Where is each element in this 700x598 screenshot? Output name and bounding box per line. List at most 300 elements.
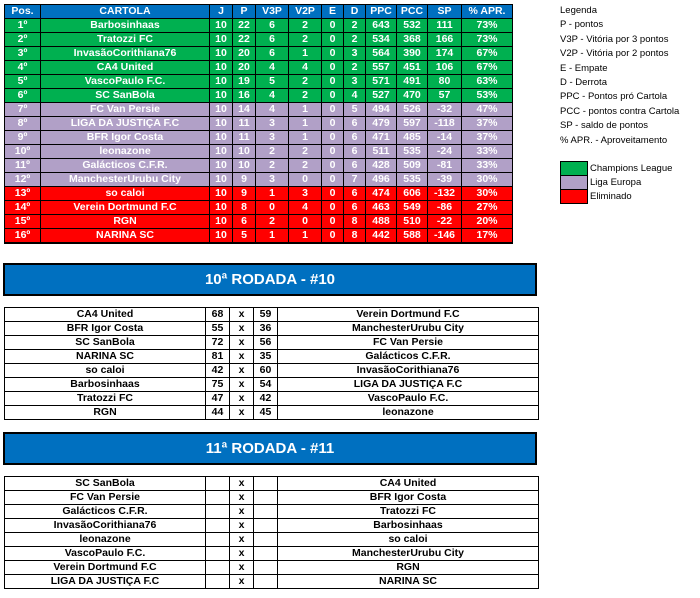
away-team: InvasãoCorithiana76 — [278, 364, 539, 378]
cell-apr: 53% — [462, 89, 513, 103]
cell-v3p: 1 — [256, 229, 289, 244]
cell-pcc: 549 — [397, 201, 428, 215]
away-team: ManchesterUrubu City — [278, 547, 539, 561]
home-team: Verein Dortmund F.C — [5, 561, 206, 575]
cell-e: 0 — [322, 215, 344, 229]
cell-e: 0 — [322, 89, 344, 103]
away-team: CA4 United — [278, 477, 539, 491]
match-row — [5, 547, 539, 561]
cell-d: 2 — [344, 19, 366, 33]
header-e: E — [322, 5, 344, 19]
cell-pos: 9º — [5, 131, 41, 145]
cell-pos: 5º — [5, 75, 41, 89]
legend-item: E - Empate — [560, 62, 608, 74]
cell-pos: 10º — [5, 145, 41, 159]
cell-sp: 166 — [428, 33, 462, 47]
cell-v2p: 4 — [289, 201, 322, 215]
home-score: 81 — [206, 350, 230, 364]
away-team: Verein Dortmund F.C — [278, 308, 539, 322]
cell-j: 10 — [210, 187, 233, 201]
cell-d: 7 — [344, 173, 366, 187]
cell-ppc: 557 — [366, 61, 397, 75]
cell-e: 0 — [322, 131, 344, 145]
home-score — [206, 477, 230, 491]
cell-v2p: 1 — [289, 131, 322, 145]
cell-d: 8 — [344, 215, 366, 229]
cell-cartola: so caloi — [41, 187, 210, 201]
cell-e: 0 — [322, 61, 344, 75]
cell-v3p: 4 — [256, 103, 289, 117]
cell-v2p: 2 — [289, 145, 322, 159]
cell-e: 0 — [322, 19, 344, 33]
cell-pcc: 532 — [397, 19, 428, 33]
cell-sp: -132 — [428, 187, 462, 201]
cell-ppc: 474 — [366, 187, 397, 201]
versus-separator: x — [230, 392, 254, 406]
cell-p: 11 — [233, 117, 256, 131]
cell-cartola: FC Van Persie — [41, 103, 210, 117]
away-score — [254, 547, 278, 561]
cell-sp: 57 — [428, 89, 462, 103]
header-pcc: PCC — [397, 5, 428, 19]
cell-e: 0 — [322, 103, 344, 117]
cell-d: 6 — [344, 201, 366, 215]
home-score — [206, 505, 230, 519]
cell-v2p: 1 — [289, 103, 322, 117]
cell-d: 3 — [344, 75, 366, 89]
cell-pcc: 470 — [397, 89, 428, 103]
cell-pcc: 509 — [397, 159, 428, 173]
home-score — [206, 491, 230, 505]
home-team: SC SanBola — [5, 336, 206, 350]
cell-apr: 30% — [462, 173, 513, 187]
cell-d: 8 — [344, 229, 366, 244]
cell-ppc: 463 — [366, 201, 397, 215]
zone-swatch — [561, 176, 588, 190]
standings-row — [5, 145, 513, 159]
cell-j: 10 — [210, 117, 233, 131]
cell-ppc: 511 — [366, 145, 397, 159]
home-score: 42 — [206, 364, 230, 378]
away-team: leonazone — [278, 406, 539, 420]
cell-ppc: 643 — [366, 19, 397, 33]
home-team: NARINA SC — [5, 350, 206, 364]
cell-pos: 13º — [5, 187, 41, 201]
cell-p: 19 — [233, 75, 256, 89]
cell-e: 0 — [322, 75, 344, 89]
cell-pos: 15º — [5, 215, 41, 229]
away-score — [254, 575, 278, 589]
standings-row — [5, 103, 513, 117]
match-row — [5, 477, 539, 491]
versus-separator: x — [230, 491, 254, 505]
standings-row — [5, 47, 513, 61]
zone-label: Eliminado — [590, 191, 632, 202]
legend-title: Legenda — [560, 5, 597, 16]
away-score: 60 — [254, 364, 278, 378]
standings-row — [5, 19, 513, 33]
home-team: so caloi — [5, 364, 206, 378]
cell-pcc: 485 — [397, 131, 428, 145]
cell-p: 10 — [233, 145, 256, 159]
cell-d: 4 — [344, 89, 366, 103]
away-score: 56 — [254, 336, 278, 350]
home-team: RGN — [5, 406, 206, 420]
legend-item: SP - saldo de pontos — [560, 120, 649, 132]
cell-ppc: 428 — [366, 159, 397, 173]
standings-row — [5, 75, 513, 89]
away-team: NARINA SC — [278, 575, 539, 589]
versus-separator: x — [230, 336, 254, 350]
cell-pos: 8º — [5, 117, 41, 131]
cell-cartola: Tratozzi FC — [41, 33, 210, 47]
header-d: D — [344, 5, 366, 19]
header-apr: % APR. — [462, 5, 513, 19]
cell-sp: -39 — [428, 173, 462, 187]
standings-row — [5, 159, 513, 173]
away-score: 42 — [254, 392, 278, 406]
standings-row — [5, 131, 513, 145]
cell-ppc: 442 — [366, 229, 397, 244]
match-row — [5, 491, 539, 505]
cell-v3p: 6 — [256, 47, 289, 61]
versus-separator: x — [230, 350, 254, 364]
cell-cartola: BFR Igor Costa — [41, 131, 210, 145]
cell-pos: 3º — [5, 47, 41, 61]
cell-cartola: InvasãoCorithiana76 — [41, 47, 210, 61]
versus-separator: x — [230, 322, 254, 336]
cell-apr: 67% — [462, 47, 513, 61]
cell-pcc: 588 — [397, 229, 428, 244]
cell-ppc: 534 — [366, 33, 397, 47]
cell-e: 0 — [322, 229, 344, 244]
cell-j: 10 — [210, 33, 233, 47]
cell-v3p: 3 — [256, 173, 289, 187]
cell-pos: 11º — [5, 159, 41, 173]
cell-v2p: 2 — [289, 89, 322, 103]
cell-j: 10 — [210, 215, 233, 229]
home-team: Tratozzi FC — [5, 392, 206, 406]
home-team: leonazone — [5, 533, 206, 547]
home-score: 68 — [206, 308, 230, 322]
away-team: so caloi — [278, 533, 539, 547]
home-team: Galácticos C.F.R. — [5, 505, 206, 519]
away-team: Barbosinhaas — [278, 519, 539, 533]
cell-cartola: Galácticos C.F.R. — [41, 159, 210, 173]
cell-pcc: 451 — [397, 61, 428, 75]
match-row — [5, 350, 539, 364]
standings-row — [5, 201, 513, 215]
cell-apr: 47% — [462, 103, 513, 117]
cell-p: 14 — [233, 103, 256, 117]
cell-p: 20 — [233, 61, 256, 75]
cell-d: 6 — [344, 145, 366, 159]
match-row — [5, 364, 539, 378]
cell-cartola: RGN — [41, 215, 210, 229]
home-team: LIGA DA JUSTIÇA F.C — [5, 575, 206, 589]
cell-j: 10 — [210, 61, 233, 75]
away-score — [254, 477, 278, 491]
cell-sp: 174 — [428, 47, 462, 61]
match-row — [5, 533, 539, 547]
versus-separator: x — [230, 505, 254, 519]
cell-j: 10 — [210, 201, 233, 215]
home-team: VascoPaulo F.C. — [5, 547, 206, 561]
header-j: J — [210, 5, 233, 19]
standings-row — [5, 173, 513, 187]
legend-item: V2P - Vitória por 2 pontos — [560, 48, 669, 60]
away-score — [254, 505, 278, 519]
home-score: 75 — [206, 378, 230, 392]
match-row — [5, 519, 539, 533]
home-score: 55 — [206, 322, 230, 336]
legend-item: PPC - Pontos pró Cartola — [560, 91, 668, 103]
home-team: InvasãoCorithiana76 — [5, 519, 206, 533]
versus-separator: x — [230, 308, 254, 322]
cell-pos: 16º — [5, 229, 41, 244]
legend — [560, 4, 679, 148]
cell-p: 20 — [233, 47, 256, 61]
away-team: ManchesterUrubu City — [278, 322, 539, 336]
cell-pos: 1º — [5, 19, 41, 33]
zone-row — [561, 190, 675, 204]
cell-e: 0 — [322, 145, 344, 159]
cell-e: 0 — [322, 201, 344, 215]
standings-row — [5, 61, 513, 75]
cell-v2p: 4 — [289, 61, 322, 75]
standings-table — [4, 4, 513, 244]
cell-apr: 33% — [462, 159, 513, 173]
cell-apr: 63% — [462, 75, 513, 89]
cell-pcc: 526 — [397, 103, 428, 117]
cell-d: 6 — [344, 131, 366, 145]
away-team: VascoPaulo F.C. — [278, 392, 539, 406]
cell-sp: 80 — [428, 75, 462, 89]
away-team: LIGA DA JUSTIÇA F.C — [278, 378, 539, 392]
match-row — [5, 392, 539, 406]
header-sp: SP — [428, 5, 462, 19]
home-score — [206, 547, 230, 561]
home-team: SC SanBola — [5, 477, 206, 491]
zone-label: Champions League — [590, 163, 673, 174]
cell-v2p: 2 — [289, 33, 322, 47]
cell-cartola: leonazone — [41, 145, 210, 159]
cell-pcc: 606 — [397, 187, 428, 201]
cell-pos: 7º — [5, 103, 41, 117]
home-score — [206, 561, 230, 575]
cell-pcc: 510 — [397, 215, 428, 229]
match-row — [5, 561, 539, 575]
cell-j: 10 — [210, 103, 233, 117]
standings-row — [5, 229, 513, 244]
cell-apr: 27% — [462, 201, 513, 215]
round-11-matches — [4, 476, 539, 589]
cell-j: 10 — [210, 131, 233, 145]
versus-separator: x — [230, 561, 254, 575]
cell-d: 5 — [344, 103, 366, 117]
versus-separator: x — [230, 575, 254, 589]
standings-row — [5, 117, 513, 131]
cell-cartola: CA4 United — [41, 61, 210, 75]
cell-v3p: 6 — [256, 19, 289, 33]
cell-d: 3 — [344, 47, 366, 61]
zone-swatch — [561, 162, 588, 176]
match-row — [5, 308, 539, 322]
away-team: FC Van Persie — [278, 336, 539, 350]
cell-ppc: 479 — [366, 117, 397, 131]
away-score: 54 — [254, 378, 278, 392]
cell-p: 9 — [233, 173, 256, 187]
cell-e: 0 — [322, 159, 344, 173]
cell-sp: -14 — [428, 131, 462, 145]
cell-j: 10 — [210, 159, 233, 173]
cell-p: 8 — [233, 201, 256, 215]
cell-cartola: Verein Dortmund F.C — [41, 201, 210, 215]
cell-apr: 30% — [462, 187, 513, 201]
legend-item: D - Derrota — [560, 77, 607, 89]
home-score — [206, 519, 230, 533]
header-v2p: V2P — [289, 5, 322, 19]
versus-separator: x — [230, 547, 254, 561]
cell-d: 6 — [344, 117, 366, 131]
cell-pcc: 535 — [397, 173, 428, 187]
cell-apr: 37% — [462, 117, 513, 131]
cell-apr: 67% — [462, 61, 513, 75]
cell-v3p: 4 — [256, 61, 289, 75]
cell-p: 6 — [233, 215, 256, 229]
cell-sp: -118 — [428, 117, 462, 131]
cell-j: 10 — [210, 145, 233, 159]
cell-pos: 12º — [5, 173, 41, 187]
cell-apr: 73% — [462, 19, 513, 33]
standings-header-row — [5, 5, 513, 19]
cell-v3p: 5 — [256, 75, 289, 89]
cell-ppc: 527 — [366, 89, 397, 103]
cell-p: 9 — [233, 187, 256, 201]
zone-legend — [560, 161, 675, 204]
cell-p: 16 — [233, 89, 256, 103]
away-team: RGN — [278, 561, 539, 575]
cell-e: 0 — [322, 187, 344, 201]
cell-j: 10 — [210, 89, 233, 103]
zone-row — [561, 176, 675, 190]
home-team: FC Van Persie — [5, 491, 206, 505]
cell-ppc: 471 — [366, 131, 397, 145]
cell-cartola: NARINA SC — [41, 229, 210, 244]
zone-row — [561, 162, 675, 176]
away-score: 35 — [254, 350, 278, 364]
cell-cartola: Barbosinhaas — [41, 19, 210, 33]
cell-p: 10 — [233, 159, 256, 173]
away-score — [254, 533, 278, 547]
cell-v3p: 3 — [256, 117, 289, 131]
cell-p: 5 — [233, 229, 256, 244]
cell-apr: 73% — [462, 33, 513, 47]
cell-sp: -81 — [428, 159, 462, 173]
legend-item: % APR. - Aproveitamento — [560, 134, 668, 146]
home-score: 72 — [206, 336, 230, 350]
match-row — [5, 378, 539, 392]
cell-sp: -22 — [428, 215, 462, 229]
header-cartola: CARTOLA — [41, 5, 210, 19]
cell-pos: 4º — [5, 61, 41, 75]
zone-label: Liga Europa — [590, 177, 642, 188]
cell-ppc: 494 — [366, 103, 397, 117]
header-ppc: PPC — [366, 5, 397, 19]
cell-pos: 14º — [5, 201, 41, 215]
cell-v2p: 1 — [289, 229, 322, 244]
cell-pos: 2º — [5, 33, 41, 47]
cell-sp: -146 — [428, 229, 462, 244]
home-score: 44 — [206, 406, 230, 420]
away-score — [254, 519, 278, 533]
cell-pcc: 535 — [397, 145, 428, 159]
home-score — [206, 575, 230, 589]
away-score: 36 — [254, 322, 278, 336]
cell-cartola: LIGA DA JUSTIÇA F.C — [41, 117, 210, 131]
match-row — [5, 575, 539, 589]
cell-p: 11 — [233, 131, 256, 145]
cell-cartola: ManchesterUrubu City — [41, 173, 210, 187]
away-team: Tratozzi FC — [278, 505, 539, 519]
standings-row — [5, 33, 513, 47]
header-pos: Pos. — [5, 5, 41, 19]
cell-v3p: 6 — [256, 33, 289, 47]
cell-v3p: 2 — [256, 215, 289, 229]
cell-sp: -24 — [428, 145, 462, 159]
away-score — [254, 561, 278, 575]
versus-separator: x — [230, 406, 254, 420]
standings-row — [5, 215, 513, 229]
cell-p: 22 — [233, 33, 256, 47]
versus-separator: x — [230, 364, 254, 378]
cell-d: 6 — [344, 159, 366, 173]
away-team: Galácticos C.F.R. — [278, 350, 539, 364]
match-row — [5, 336, 539, 350]
versus-separator: x — [230, 519, 254, 533]
cell-v3p: 3 — [256, 131, 289, 145]
versus-separator: x — [230, 533, 254, 547]
cell-apr: 33% — [462, 145, 513, 159]
home-team: CA4 United — [5, 308, 206, 322]
cell-v3p: 4 — [256, 89, 289, 103]
cell-apr: 20% — [462, 215, 513, 229]
cell-cartola: SC SanBola — [41, 89, 210, 103]
cell-v2p: 2 — [289, 159, 322, 173]
home-team: BFR Igor Costa — [5, 322, 206, 336]
home-team: Barbosinhaas — [5, 378, 206, 392]
cell-j: 10 — [210, 47, 233, 61]
cell-v2p: 2 — [289, 75, 322, 89]
cell-ppc: 496 — [366, 173, 397, 187]
cell-ppc: 564 — [366, 47, 397, 61]
cell-v2p: 3 — [289, 187, 322, 201]
round-10-matches — [4, 307, 539, 420]
versus-separator: x — [230, 477, 254, 491]
cell-e: 0 — [322, 117, 344, 131]
cell-v2p: 0 — [289, 173, 322, 187]
cell-j: 10 — [210, 75, 233, 89]
header-v3p: V3P — [256, 5, 289, 19]
standings-row — [5, 187, 513, 201]
cell-e: 0 — [322, 173, 344, 187]
cell-v3p: 2 — [256, 145, 289, 159]
cell-pcc: 597 — [397, 117, 428, 131]
cell-sp: -32 — [428, 103, 462, 117]
cell-e: 0 — [322, 47, 344, 61]
cell-v2p: 2 — [289, 19, 322, 33]
cell-sp: -86 — [428, 201, 462, 215]
